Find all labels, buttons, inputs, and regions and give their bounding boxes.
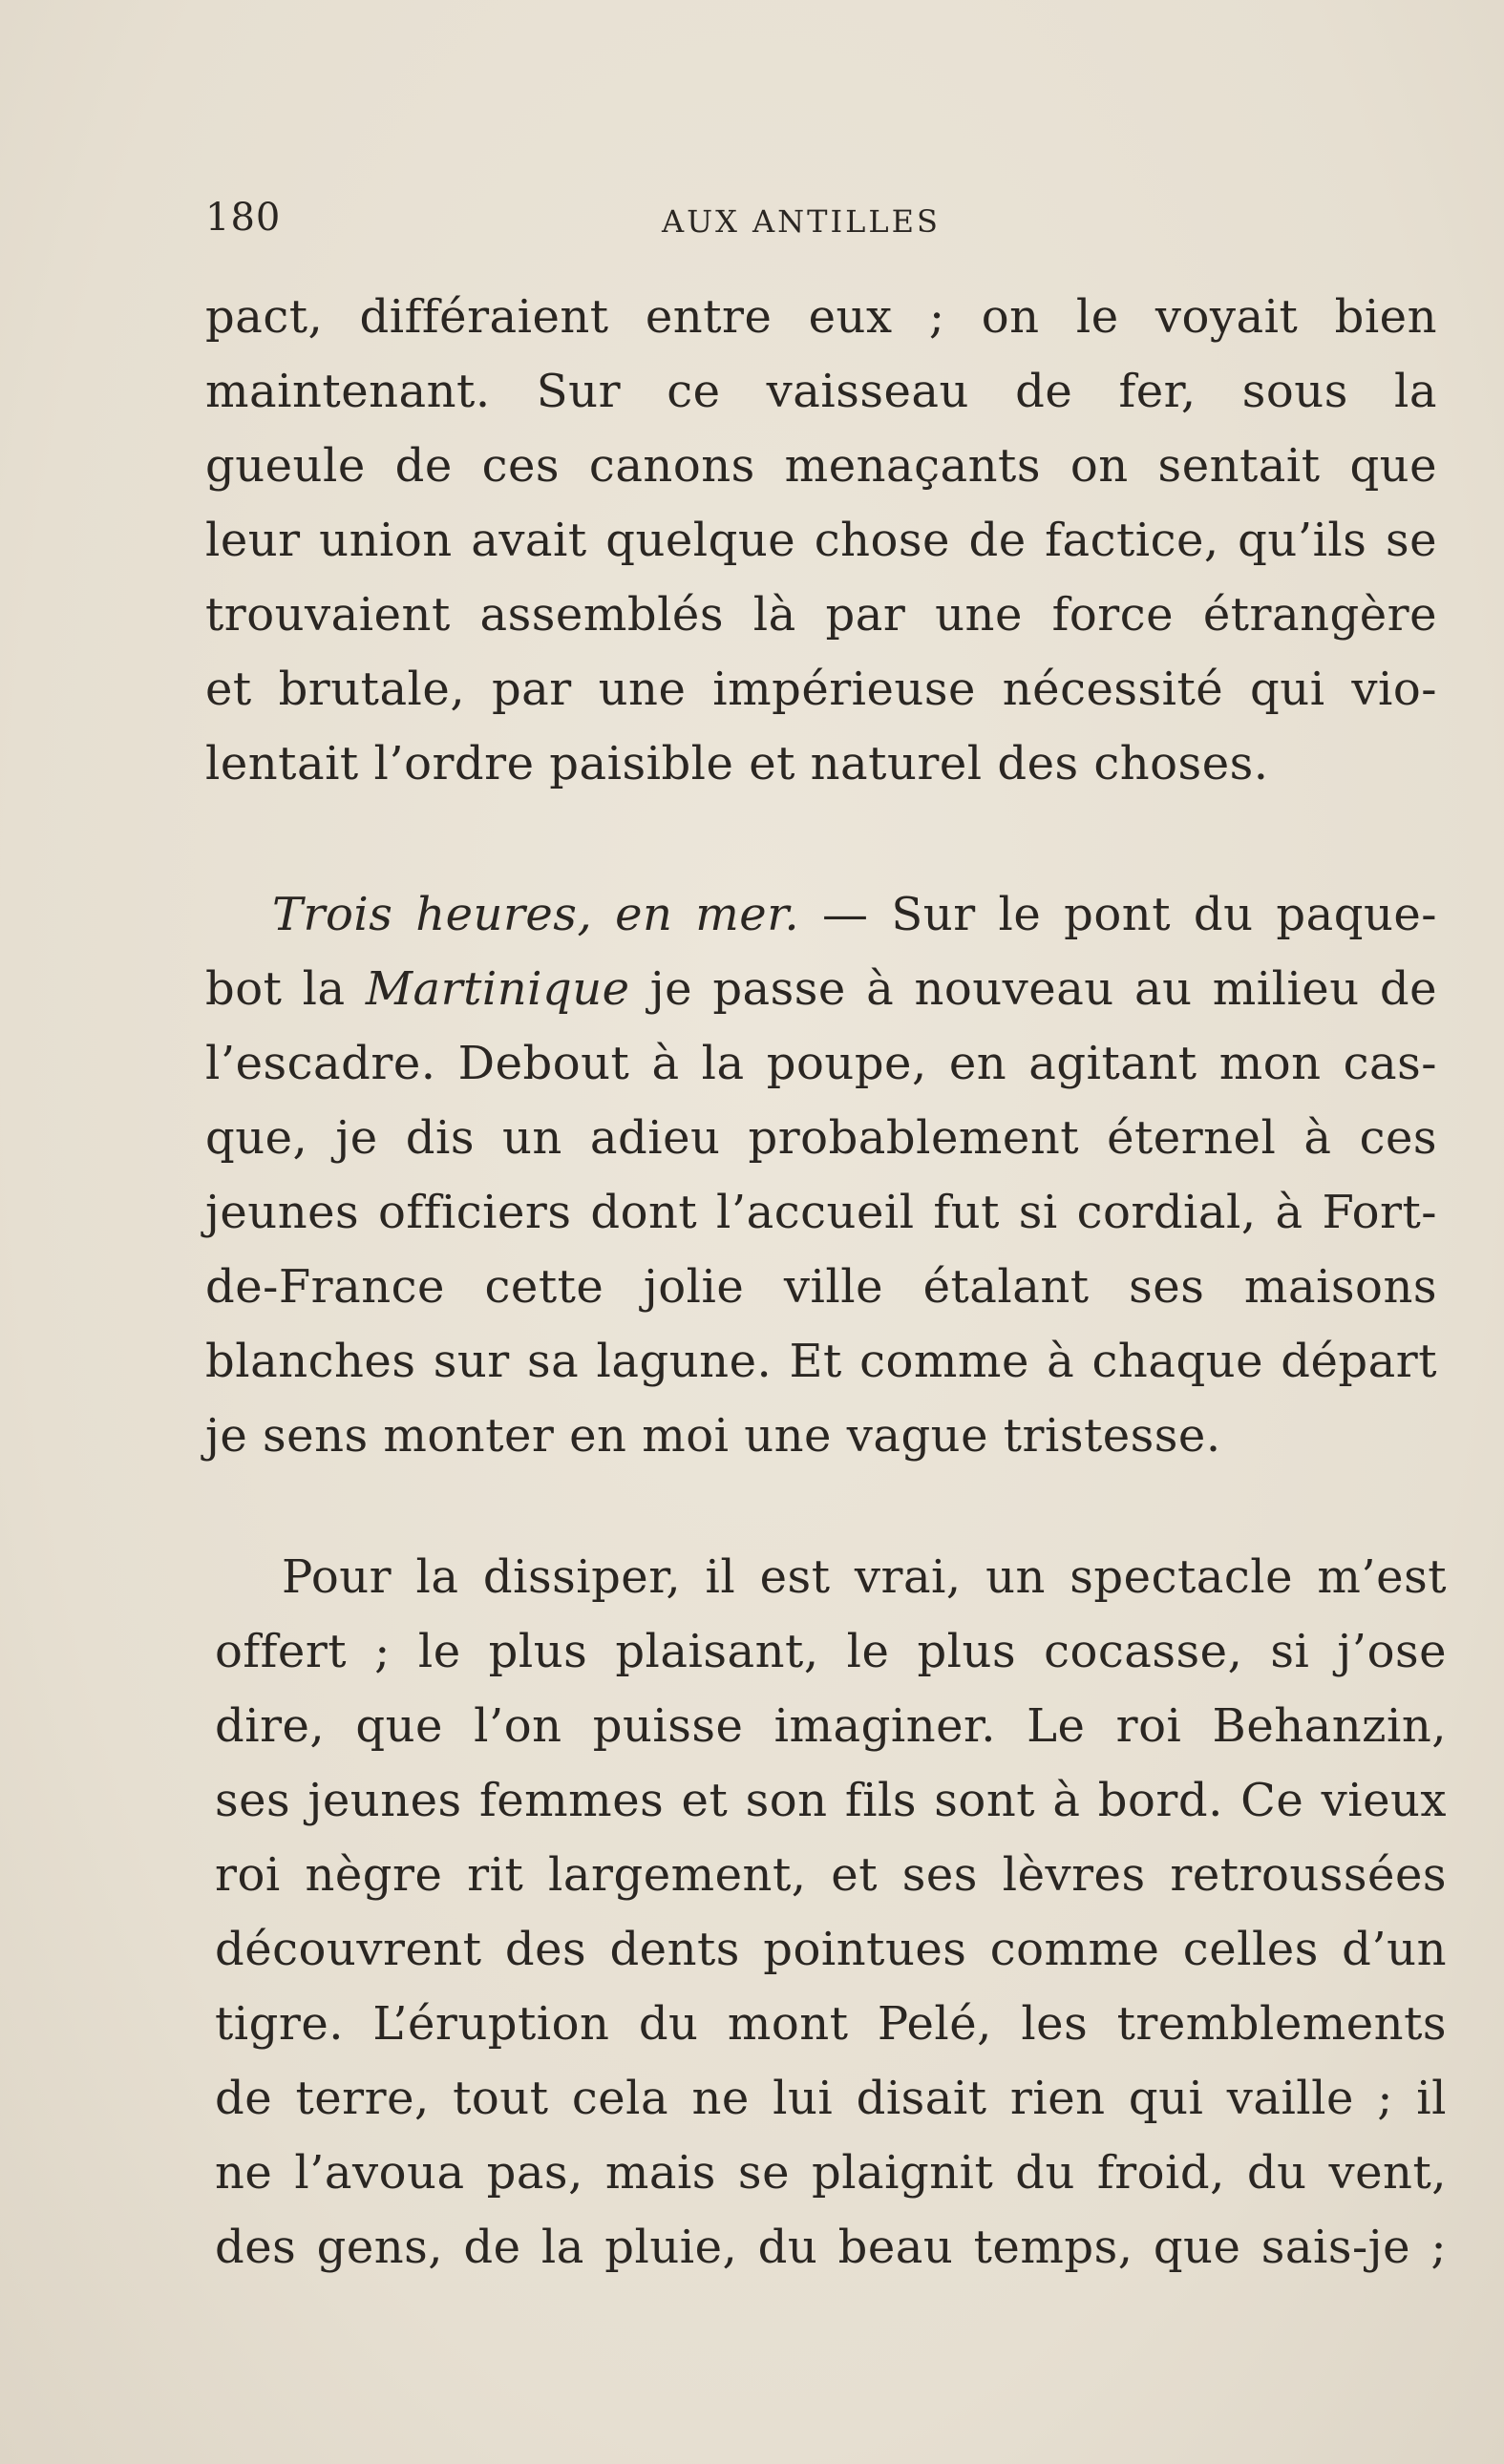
text-line: dire, que l’on puisse imaginer. Le roi Behanzin, <box>215 1699 1447 1753</box>
text-line <box>205 951 1437 1027</box>
text-line: et brutale, par une impérieuse nécessité qui vio- <box>205 663 1437 716</box>
text-span: je passe à nouveau au milieu de <box>629 962 1437 1016</box>
text-line: découvrent des dents pointues comme celles d’un <box>215 1923 1447 1976</box>
text-line: de terre, tout cela ne lui disait rien qui vaille ; il <box>215 2072 1447 2125</box>
text-line: tigre. L’éruption du mont Pelé, les tremblements <box>215 1997 1447 2051</box>
running-title: AUX ANTILLES <box>662 203 941 240</box>
text-line: que, je dis un adieu probablement éternel à ces <box>205 1111 1437 1165</box>
text-line: offert ; le plus plaisant, le plus cocasse, si j’ose <box>215 1625 1447 1678</box>
text-span: — Sur le pont du paque- <box>799 888 1438 941</box>
text-line: jeunes officiers dont l’accueil fut si cordial, à Fort- <box>205 1186 1437 1239</box>
text-line <box>205 876 1437 953</box>
text-span: bot la <box>205 962 366 1016</box>
text-line: trouvaient assemblés là par une force étrangère <box>205 588 1437 642</box>
page-number: 180 <box>205 196 282 240</box>
text-line: lentait l’ordre paisible et naturel des choses. <box>205 737 1269 790</box>
section-heading-italic: Trois heures, en mer. <box>272 888 800 941</box>
text-line: des gens, de la pluie, du beau temps, que sais-je ; <box>215 2221 1447 2274</box>
text-line: l’escadre. Debout à la poupe, en agitant mon cas- <box>205 1037 1437 1090</box>
text-line: gueule de ces canons menaçants on sentait que <box>205 439 1437 493</box>
page-header <box>205 196 1437 253</box>
text-line: Pour la dissiper, il est vrai, un spectacle m’est <box>282 1550 1447 1604</box>
text-line: roi nègre rit largement, et ses lèvres retroussées <box>215 1848 1447 1902</box>
text-line: leur union avait quelque chose de factice, qu’ils se <box>205 514 1437 567</box>
text-line: pact, différaient entre eux ; on le voyait bien <box>205 290 1437 344</box>
text-line: maintenant. Sur ce vaisseau de fer, sous la <box>205 365 1437 418</box>
text-line: blanches sur sa lagune. Et comme à chaque départ <box>205 1335 1437 1388</box>
text-line: je sens monter en moi une vague tristesse. <box>205 1409 1221 1463</box>
ship-name-italic: Martinique <box>365 962 630 1016</box>
text-line: de-France cette jolie ville étalant ses maisons <box>205 1260 1437 1314</box>
text-line: ses jeunes femmes et son fils sont à bord. Ce vieux <box>215 1774 1447 1827</box>
text-line: ne l’avoua pas, mais se plaignit du froid, du vent, <box>215 2146 1447 2200</box>
